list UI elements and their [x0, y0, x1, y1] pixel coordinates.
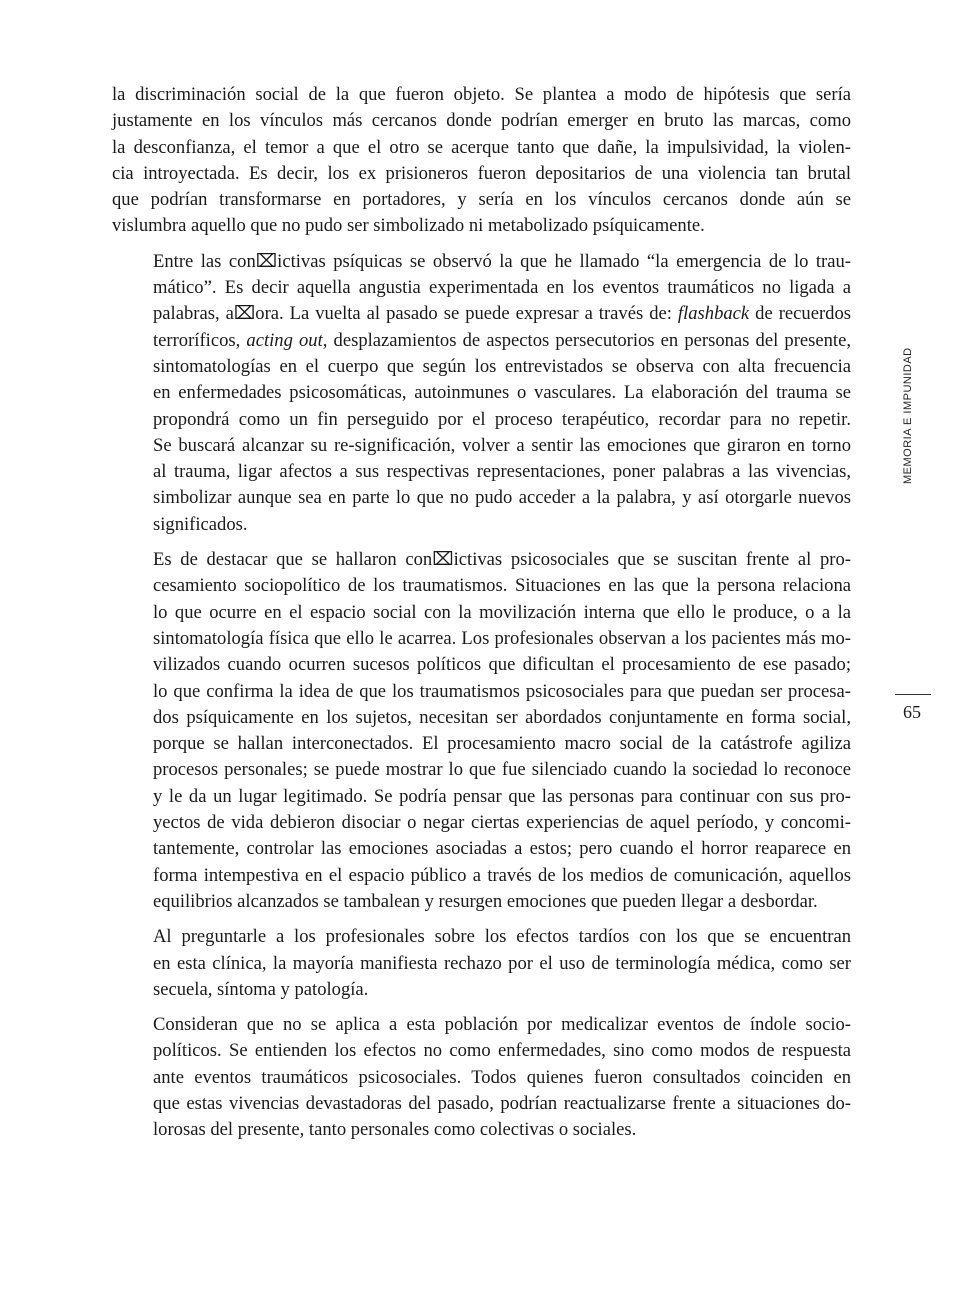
- text-line: y le da un lugar legitimado. Se podría pensar que las personas para continuar con sus pro-: [153, 785, 851, 807]
- text-line: Al preguntarle a los profesionales sobre los efectos tardíos con los que se encuentran: [153, 926, 851, 948]
- text-line: porque se hallan interconectados. El procesamiento macro social de la catástrofe agiliza: [153, 733, 851, 755]
- text-line: lorosas del presente, tanto personales como colectivas o sociales.: [153, 1119, 637, 1141]
- text-line: cia introyectada. Es decir, los ex prisioneros fueron depositarios de una violencia tan brutal: [112, 162, 851, 184]
- text-line: en esta clínica, la mayoría manifiesta rechazo por el uso de terminología médica, como ser: [153, 952, 851, 974]
- text-line: dos psíquicamente en los sujetos, necesitan ser abordados conjuntamente en forma social,: [153, 706, 851, 728]
- text-line: ante eventos traumáticos psicosociales. Todos quienes fueron consultados coinciden en: [153, 1066, 851, 1088]
- text-line: vislumbra aquello que no pudo ser simbolizado ni metabolizado psíquicamente.: [112, 215, 705, 237]
- paragraph: [112, 1012, 851, 1143]
- text-line: Es de destacar que se hallaron con⌧ictivas psicosociales que se suscitan frente al pro-: [153, 549, 851, 571]
- text-line: justamente en los vínculos más cercanos donde podrían emerger en bruto las marcas, como: [112, 110, 851, 132]
- paragraph: [112, 547, 851, 915]
- text-line: lo que ocurre en el espacio social con la movilización interna que ello le produce, o a la: [153, 601, 851, 623]
- paragraph: [112, 924, 851, 1003]
- text-line: cesamiento sociopolítico de los traumatismos. Situaciones en las que la persona relaciona: [153, 575, 851, 597]
- text-line: políticos. Se entienden los efectos no como enfermedades, sino como modos de respuesta: [153, 1040, 851, 1062]
- body-text: [112, 82, 851, 1153]
- text-line: la discriminación social de la que fueron objeto. Se plantea a modo de hipótesis que sería: [112, 84, 851, 105]
- paragraph: [112, 249, 851, 538]
- text-line: Consideran que no se aplica a esta población por medicalizar eventos de índole socio-: [153, 1014, 851, 1036]
- text-line: equilibrios alcanzados se tambalean y resurgen emociones que pueden llegar a desbordar.: [153, 890, 818, 912]
- text-line: forma intempestiva en el espacio público a través de los medios de comunicación, aquellos: [153, 864, 851, 886]
- text-line: lo que confirma la idea de que los traumatismos psicosociales para que puedan ser procesa-: [153, 680, 851, 702]
- page-number: 65: [903, 702, 921, 722]
- text-line: terroríficos, acting out, desplazamientos de aspectos persecutorios en personas del presente,: [153, 329, 851, 351]
- text-line: Se buscará alcanzar su re-significación, volver a sentir las emociones que giraron en torno: [153, 434, 851, 456]
- text-line: mático”. Es decir aquella angustia experimentada en los eventos traumáticos no ligada a: [153, 277, 851, 299]
- text-line: en enfermedades psicosomáticas, autoinmunes o vasculares. La elaboración del trauma se: [153, 382, 851, 404]
- text-line: sintomatología física que ello le acarrea. Los profesionales observan a los pacientes más mo-: [153, 627, 851, 649]
- text-line: que estas vivencias devastadoras del pasado, podrían reactualizarse frente a situaciones do-: [153, 1092, 851, 1114]
- text-line: secuela, síntoma y patología.: [153, 978, 369, 1000]
- text-line: sintomatologías en el cuerpo que según los entrevistados se observa con alta frecuencia: [153, 355, 851, 377]
- text-line: vilizados cuando ocurren sucesos políticos que dificultan el procesamiento de ese pasado;: [153, 654, 851, 676]
- folio-rule: [895, 694, 931, 695]
- text-line: palabras, a⌧ora. La vuelta al pasado se puede expresar a través de: flashback de recuerdos: [153, 303, 851, 325]
- paragraph: [112, 82, 851, 240]
- running-head: MEMORIA E IMPUNIDAD: [902, 347, 914, 484]
- text-line: tantemente, controlar las emociones asociadas a estos; pero cuando el horror reaparece en: [153, 838, 851, 860]
- text-line: al trauma, ligar afectos a sus respectivas representaciones, poner palabras a las vivencias,: [153, 461, 851, 483]
- text-line: la desconfianza, el temor a que el otro se acerque tanto que dañe, la impulsividad, la violen-: [112, 136, 851, 158]
- text-line: simbolizar aunque sea en parte lo que no pudo acceder a la palabra, y así otorgarle nuevos: [153, 487, 851, 509]
- text-line: procesos personales; se puede mostrar lo que fue silenciado cuando la sociedad lo reconoce: [153, 759, 851, 781]
- text-line: yectos de vida debieron disociar o negar ciertas experiencias de aquel período, y concomi-: [153, 812, 851, 834]
- text-line: significados.: [153, 513, 248, 535]
- text-line: propondrá como un fin perseguido por el proceso terapéutico, recordar para no repetir.: [153, 408, 851, 430]
- text-line: Entre las con⌧ictivas psíquicas se observó la que he llamado “la emergencia de lo trau-: [153, 250, 851, 272]
- text-line: que podrían transformarse en portadores, y sería en los vínculos cercanos donde aún se: [112, 189, 851, 211]
